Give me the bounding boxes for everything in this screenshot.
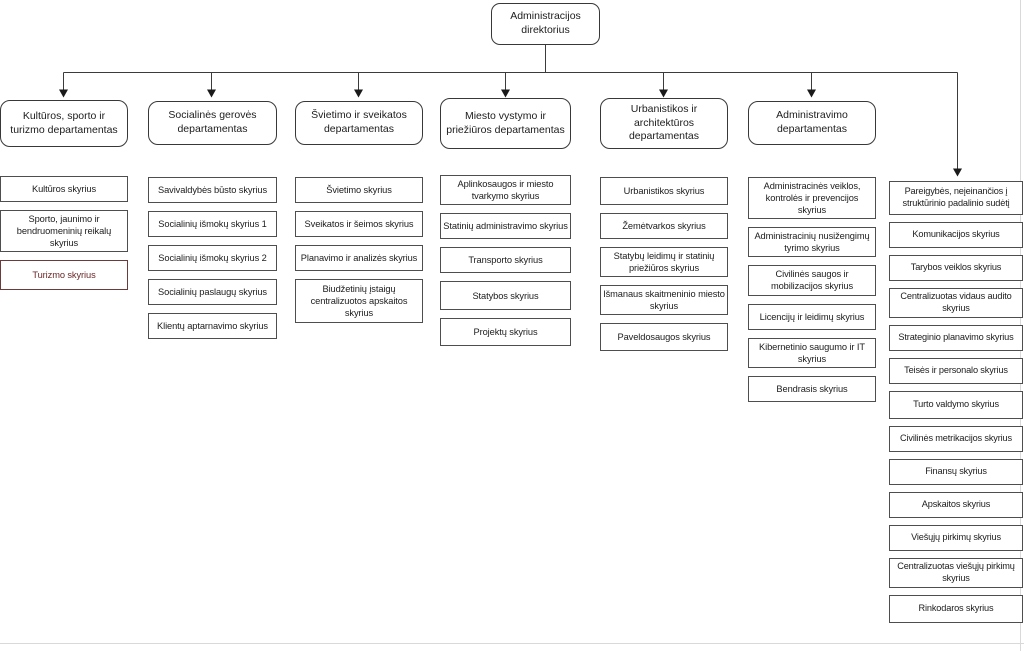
org-unit-label: Administracinės veiklos, kontrolės ir prevencijos skyrius: [763, 181, 861, 216]
dept-column-administravimo: [748, 0, 876, 651]
org-unit-label: Turizmo skyrius: [32, 270, 96, 281]
org-unit[interactable]: [748, 265, 876, 295]
dept-label: Švietimo ir sveikatos departamentas: [311, 109, 407, 135]
org-unit[interactable]: [889, 325, 1023, 351]
org-unit[interactable]: [748, 376, 876, 402]
org-unit-label: Statybų leidimų ir statinių priežiūros skyrius: [613, 251, 715, 274]
org-unit-label: Centralizuotas vidaus audito skyrius: [900, 291, 1012, 313]
org-unit[interactable]: [889, 358, 1023, 384]
org-unit-label: Socialinių paslaugų skyrius: [158, 286, 267, 297]
org-unit[interactable]: [440, 318, 571, 346]
org-unit[interactable]: [600, 247, 728, 277]
org-unit-label: Klientų aptarnavimo skyrius: [157, 320, 268, 331]
org-unit[interactable]: [748, 338, 876, 368]
org-unit[interactable]: [600, 323, 728, 351]
org-unit[interactable]: [600, 213, 728, 239]
org-unit[interactable]: [889, 492, 1023, 518]
org-unit[interactable]: [295, 245, 423, 271]
org-unit[interactable]: [148, 313, 277, 339]
org-unit-label: Bendrasis skyrius: [776, 383, 848, 394]
org-unit-label: Rinkodaros skyrius: [918, 602, 994, 613]
org-unit[interactable]: [440, 213, 571, 239]
org-unit[interactable]: [148, 279, 277, 305]
org-unit[interactable]: [748, 177, 876, 219]
org-unit-label: Biudžetinių įstaigų centralizuotos apskaitos skyrius: [310, 283, 408, 319]
dept-label: Urbanistikos ir architektūros departamentas: [628, 103, 700, 143]
org-unit-label: Viešųjų pirkimų skyrius: [911, 531, 1001, 542]
dept-column-socialines-geroves: [148, 0, 277, 651]
org-unit-label: Teisės ir personalo skyrius: [904, 364, 1008, 375]
independent-header-node[interactable]: [889, 181, 1023, 215]
org-unit-label: Savivaldybės būsto skyrius: [157, 184, 267, 195]
org-unit-label: Tarybos veiklos skyrius: [910, 262, 1002, 273]
org-unit[interactable]: [295, 279, 423, 323]
org-unit-label: Civilinės metrikacijos skyrius: [900, 432, 1012, 443]
org-unit-label: Projektų skyrius: [473, 327, 538, 338]
org-unit[interactable]: [295, 211, 423, 237]
org-unit-label: Aplinkosaugos ir miesto tvarkymo skyrius: [457, 179, 554, 202]
org-unit-label: Socialinių išmokų skyrius 2: [158, 252, 267, 263]
org-unit-label: Išmanaus skaitmeninio miesto skyrius: [603, 289, 725, 312]
org-unit[interactable]: [748, 304, 876, 330]
org-unit-label: Strateginio planavimo skyrius: [898, 331, 1014, 342]
org-unit-label: Socialinių išmokų skyrius 1: [158, 218, 267, 229]
org-unit[interactable]: [889, 391, 1023, 419]
org-unit[interactable]: [148, 245, 277, 271]
org-unit-label: Žemėtvarkos skyrius: [622, 220, 706, 231]
dept-column-miesto-vystymo: [440, 0, 571, 651]
org-unit-label: Urbanistikos skyrius: [623, 185, 705, 196]
org-unit-turizmo[interactable]: [0, 260, 128, 290]
dept-label: Administravimo departamentas: [776, 109, 848, 135]
dept-column-urbanistikos: [600, 0, 728, 651]
independent-units-column: [889, 0, 1023, 651]
org-unit-label: Turto valdymo skyrius: [913, 398, 999, 409]
org-unit[interactable]: [889, 222, 1023, 248]
dept-node-miesto-vystymo[interactable]: [440, 98, 571, 149]
org-unit[interactable]: [889, 288, 1023, 318]
dept-label: Kultūros, sporto ir turizmo departamentas: [10, 109, 118, 136]
org-unit-label: Kultūros skyrius: [31, 183, 96, 194]
dept-label: Socialinės gerovės departamentas: [168, 109, 257, 135]
org-unit[interactable]: [600, 177, 728, 205]
org-unit-label: Statinių administravimo skyrius: [443, 221, 568, 232]
dept-column-kulturos: [0, 0, 128, 651]
org-unit[interactable]: [889, 525, 1023, 551]
dept-label: Miesto vystymo ir priežiūros departamentas: [446, 109, 565, 136]
org-unit[interactable]: [440, 247, 571, 273]
org-unit-label: Sveikatos ir šeimos skyrius: [304, 218, 414, 229]
org-unit-label: Centralizuotas viešųjų pirkimų skyrius: [897, 560, 1015, 583]
dept-node-svietimo-sveikatos[interactable]: [295, 101, 423, 145]
org-unit[interactable]: [600, 285, 728, 315]
org-unit[interactable]: [889, 459, 1023, 485]
dept-node-kulturos[interactable]: [0, 100, 128, 147]
org-unit-label: Finansų skyrius: [925, 465, 987, 476]
org-unit[interactable]: [295, 177, 423, 203]
org-unit[interactable]: [0, 176, 128, 202]
org-unit[interactable]: [889, 595, 1023, 623]
org-unit-label: Pareigybės, neįeinančios į struktūrinio padalinio sudėtį: [902, 186, 1010, 208]
dept-node-urbanistikos[interactable]: [600, 98, 728, 149]
org-unit-label: Statybos skyrius: [472, 290, 539, 301]
org-unit-label: Civilinės saugos ir mobilizacijos skyrius: [770, 269, 854, 292]
dept-node-administravimo[interactable]: [748, 101, 876, 145]
dept-node-socialines-geroves[interactable]: [148, 101, 277, 145]
org-unit-label: Švietimo skyrius: [326, 184, 392, 195]
org-unit[interactable]: [440, 281, 571, 310]
org-unit[interactable]: [148, 177, 277, 203]
org-unit[interactable]: [889, 426, 1023, 452]
org-unit-label: Licencijų ir leidimų skyrius: [759, 311, 865, 322]
org-unit[interactable]: [889, 558, 1023, 588]
org-unit-label: Planavimo ir analizės skyrius: [300, 252, 418, 263]
root-node-label: Administracijos direktorius: [510, 10, 581, 36]
org-unit[interactable]: [748, 227, 876, 257]
org-unit[interactable]: [440, 175, 571, 205]
org-unit-label: Komunikacijos skyrius: [912, 229, 1000, 240]
org-unit-label: Apskaitos skyrius: [921, 498, 991, 509]
org-unit-label: Administracinių nusižengimų tyrimo skyrius: [754, 231, 870, 254]
org-unit[interactable]: [0, 210, 128, 252]
org-unit[interactable]: [889, 255, 1023, 281]
org-unit-label: Sporto, jaunimo ir bendruomeninių reikalų skyrius: [16, 214, 112, 249]
org-unit-label: Kibernetinio saugumo ir IT skyrius: [759, 341, 865, 364]
org-unit-label: Paveldosaugos skyrius: [617, 332, 711, 343]
dept-column-svietimo-sveikatos: [295, 0, 423, 651]
org-unit[interactable]: [148, 211, 277, 237]
org-unit-label: Transporto skyrius: [468, 255, 543, 266]
